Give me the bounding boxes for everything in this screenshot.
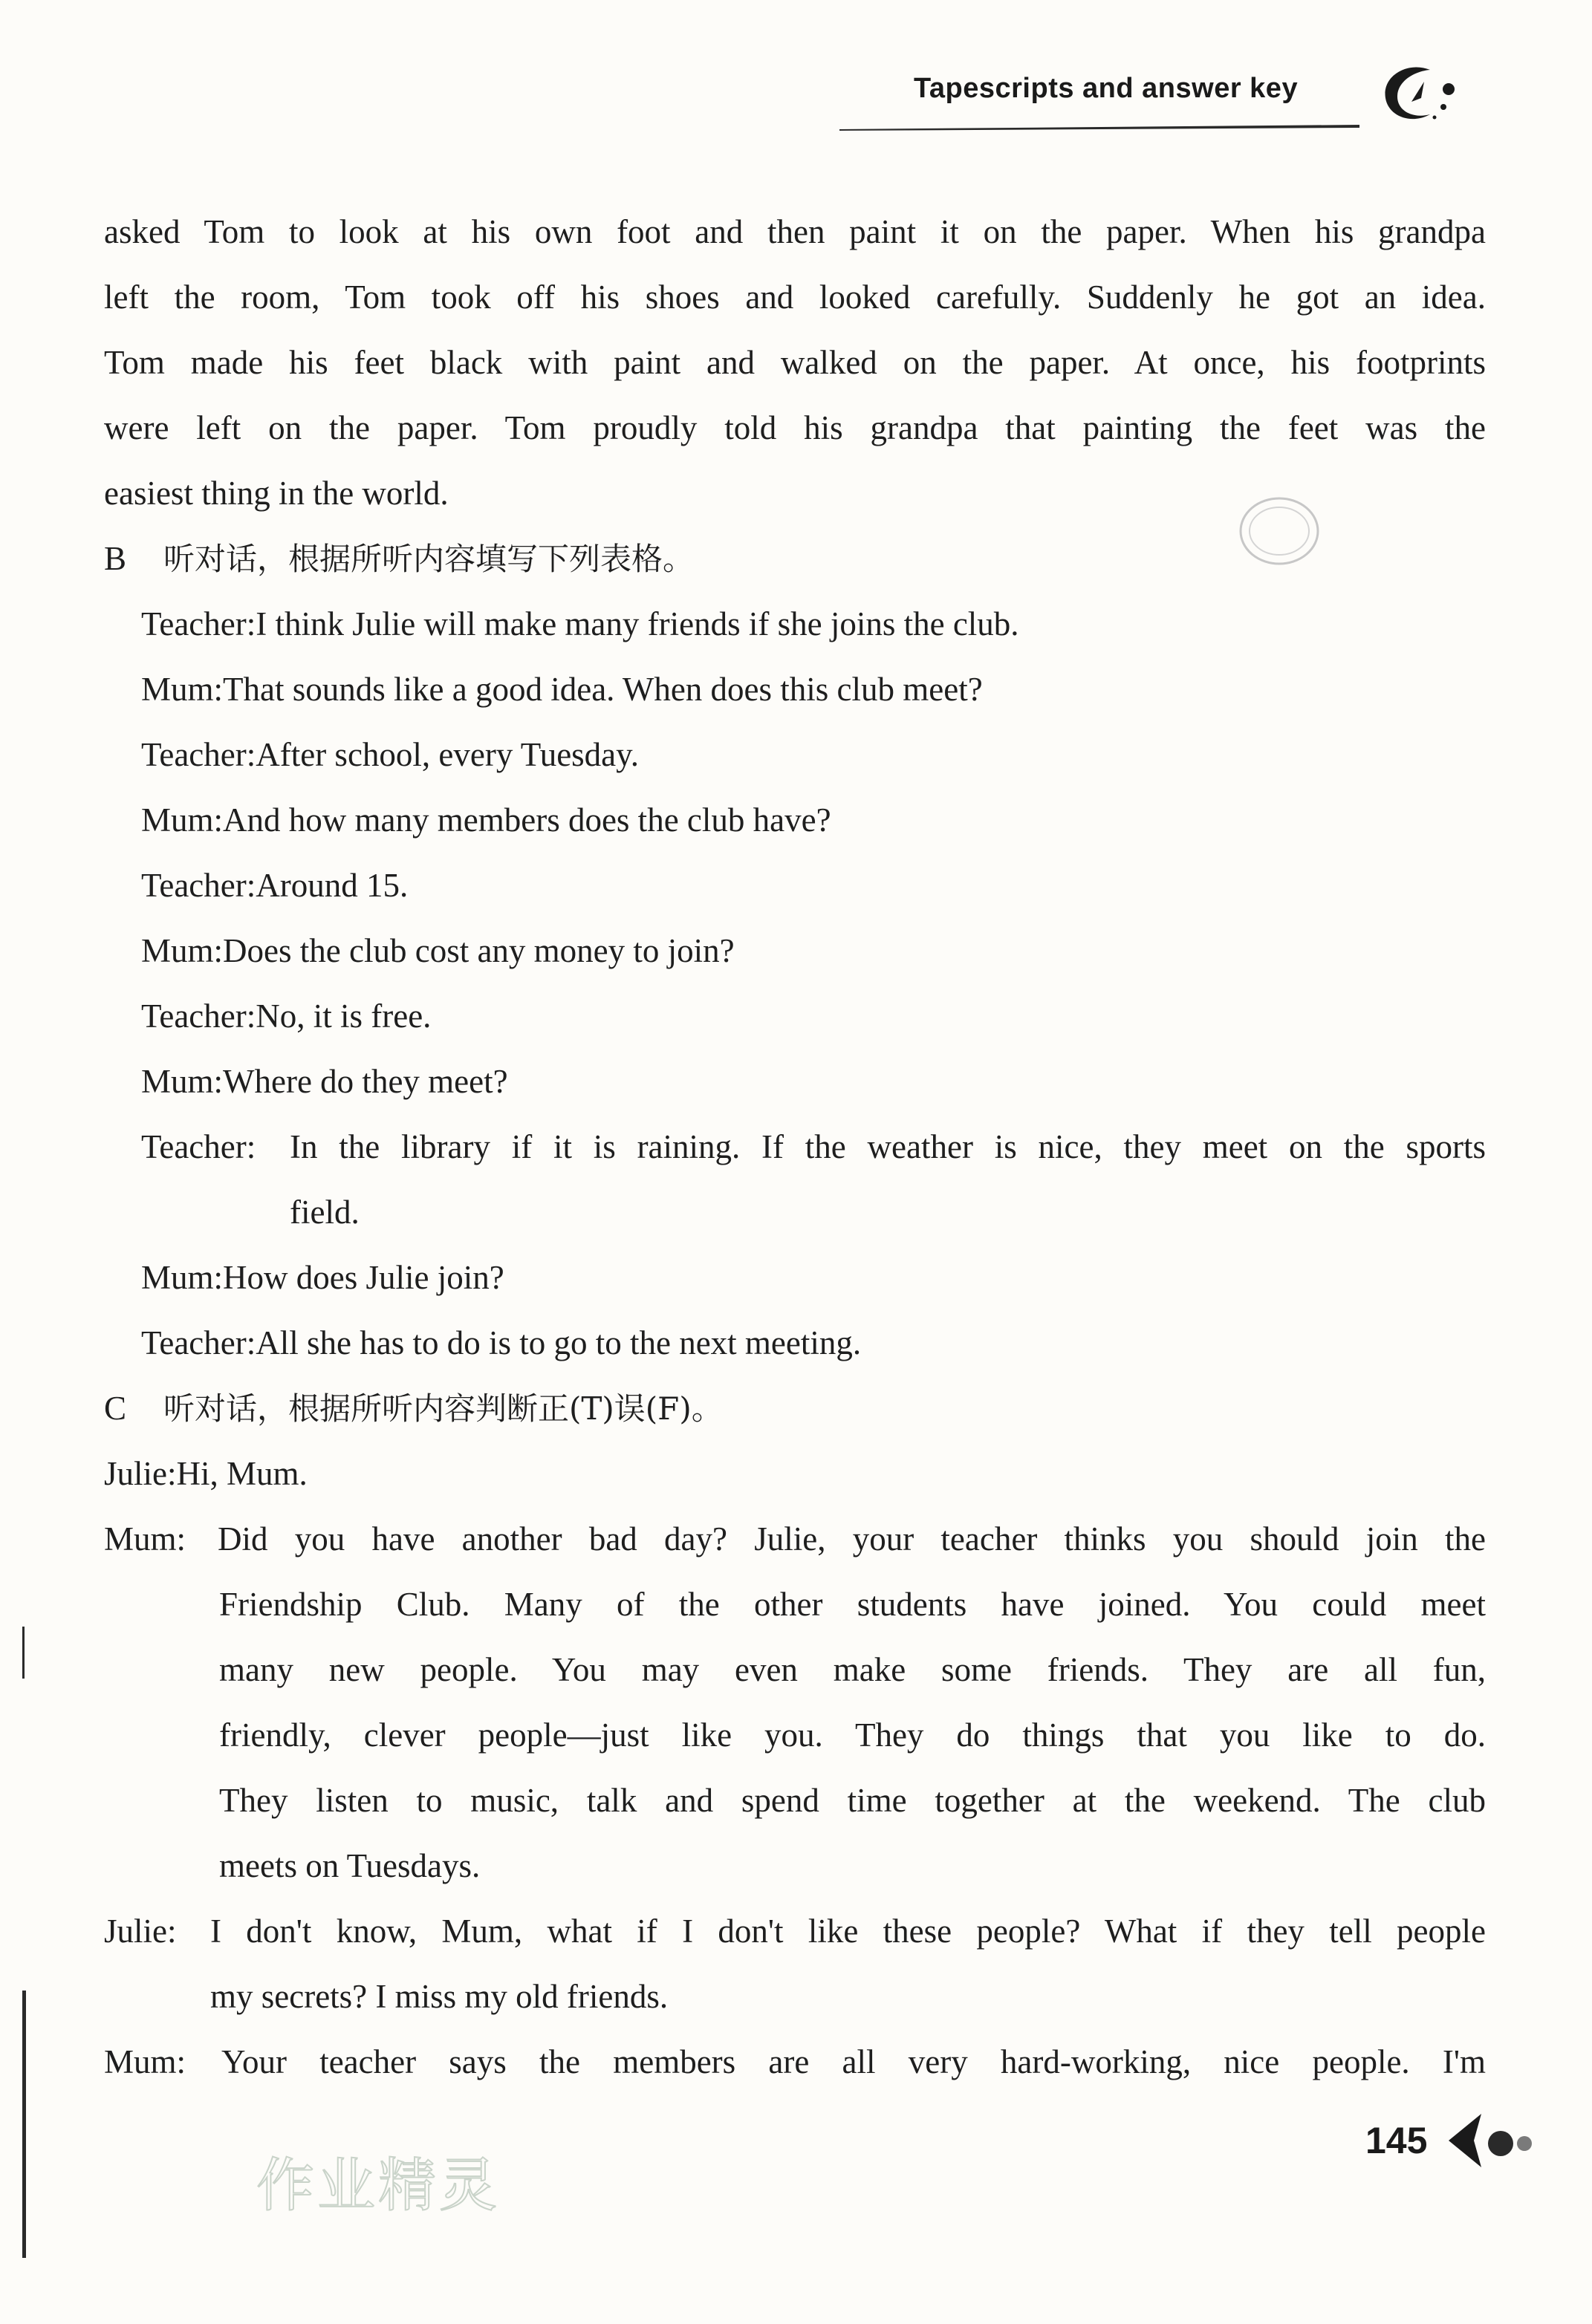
passage-line: were left on the paper. Tom proudly told his grandpa that painting the feet was the	[104, 409, 1486, 446]
speaker: Teacher:	[141, 867, 256, 904]
dialogue-continuation: many new people. You may even make some friends. They are all fun,	[219, 1651, 1486, 1688]
passage-line: left the room, Tom took off his shoes and looked carefully. Suddenly he got an idea.	[104, 279, 1486, 316]
dialogue-line	[141, 1049, 1486, 1114]
utterance: How does Julie join?	[223, 1259, 504, 1296]
header-rule	[839, 125, 1359, 131]
dialogue-line	[141, 1310, 1486, 1376]
utterance: Your teacher says the members are all very hard-working, nice people. I'm	[221, 2043, 1486, 2080]
utterance: Hi, Mum.	[176, 1455, 308, 1492]
utterance: In the library if it is raining. If the weather is nice, they meet on the sports	[290, 1128, 1486, 1165]
utterance: Did you have another bad day? Julie, your teacher thinks you should join the	[218, 1520, 1486, 1558]
watermark-text: 作业精灵	[256, 2152, 501, 2219]
speaker: Mum:	[141, 1259, 224, 1296]
passage-line: easiest thing in the world.	[104, 475, 449, 512]
speaker: Mum:	[141, 801, 224, 839]
dialogue-continuation: friendly, clever people—just like you. They do things that you like to do.	[219, 1716, 1486, 1754]
passage-line: asked Tom to look at his own foot and then paint it on the paper. When his grandpa	[104, 213, 1486, 250]
page-number: 145	[1365, 2120, 1428, 2161]
dialogue-line	[141, 1245, 1486, 1310]
dialogue-line	[104, 1506, 1486, 1572]
dialogue-line	[104, 1441, 1486, 1506]
utterance: I think Julie will make many friends if she joins the club.	[256, 605, 1019, 642]
dialogue-continuation: They listen to music, talk and spend time together at the weekend. The club	[219, 1782, 1486, 1819]
speaker: Mum:	[141, 671, 224, 708]
speaker: Mum:	[104, 1520, 186, 1558]
dialogue-line	[141, 591, 1486, 657]
speaker: Mum:	[141, 1063, 224, 1100]
utterance: Around 15.	[256, 867, 409, 904]
speaker: Teacher:	[141, 1128, 256, 1165]
passage	[104, 199, 1486, 526]
section-b-heading	[104, 526, 1486, 591]
document-body	[104, 199, 1486, 2094]
section-c-dialogue	[104, 1441, 1486, 2094]
header-title: Tapescripts and answer key	[914, 73, 1299, 104]
speaker: Teacher:	[141, 997, 256, 1035]
utterance: Where do they meet?	[223, 1063, 508, 1100]
dialogue-line	[141, 722, 1486, 787]
dialogue-line	[104, 2029, 1486, 2094]
section-instruction: 听对话，根据所听内容填写下列表格。	[163, 541, 695, 577]
utterance: After school, every Tuesday.	[256, 736, 639, 773]
utterance: And how many members does the club have?	[223, 801, 831, 839]
section-instruction: 听对话，根据所听内容判断正(T)误(F)。	[163, 1390, 723, 1427]
dialogue-line	[141, 657, 1486, 722]
utterance: Does the club cost any money to join?	[223, 932, 735, 969]
speaker: Julie:	[104, 1913, 177, 1950]
dialogue-line	[141, 1114, 1486, 1179]
passage-line: Tom made his feet black with paint and walked on the paper. At once, his footprints	[104, 344, 1486, 381]
speaker: Mum:	[141, 932, 224, 969]
utterance: That sounds like a good idea. When does this club meet?	[223, 671, 983, 708]
dialogue-continuation: meets on Tuesdays.	[219, 1847, 481, 1884]
swoosh-logo-icon	[1378, 61, 1460, 128]
page-arrow-icon	[1449, 2111, 1567, 2170]
speaker: Julie:	[104, 1455, 177, 1492]
section-letter: C	[104, 1390, 127, 1427]
dialogue-line	[141, 853, 1486, 918]
dialogue-line	[141, 918, 1486, 983]
speaker: Teacher:	[141, 605, 256, 642]
section-letter: B	[104, 540, 127, 577]
margin-mark	[22, 1627, 25, 1679]
dialogue-continuation: Friendship Club. Many of the other students have joined. You could meet	[219, 1586, 1486, 1623]
section-c-heading	[104, 1376, 1486, 1441]
utterance: I don't know, Mum, what if I don't like these people? What if they tell people	[210, 1913, 1486, 1950]
dialogue-continuation: my secrets? I miss my old friends.	[210, 1978, 669, 2015]
utterance: All she has to do is to go to the next meeting.	[256, 1324, 862, 1361]
dialogue-line	[104, 1898, 1486, 1964]
margin-mark	[22, 1991, 26, 2258]
speaker: Teacher:	[141, 1324, 256, 1361]
utterance: No, it is free.	[256, 997, 432, 1035]
dialogue-continuation: field.	[290, 1194, 360, 1231]
speaker: Teacher:	[141, 736, 256, 773]
section-b-dialogue	[104, 591, 1486, 1376]
speaker: Mum:	[104, 2043, 186, 2080]
dialogue-line	[141, 787, 1486, 853]
dialogue-line	[141, 983, 1486, 1049]
